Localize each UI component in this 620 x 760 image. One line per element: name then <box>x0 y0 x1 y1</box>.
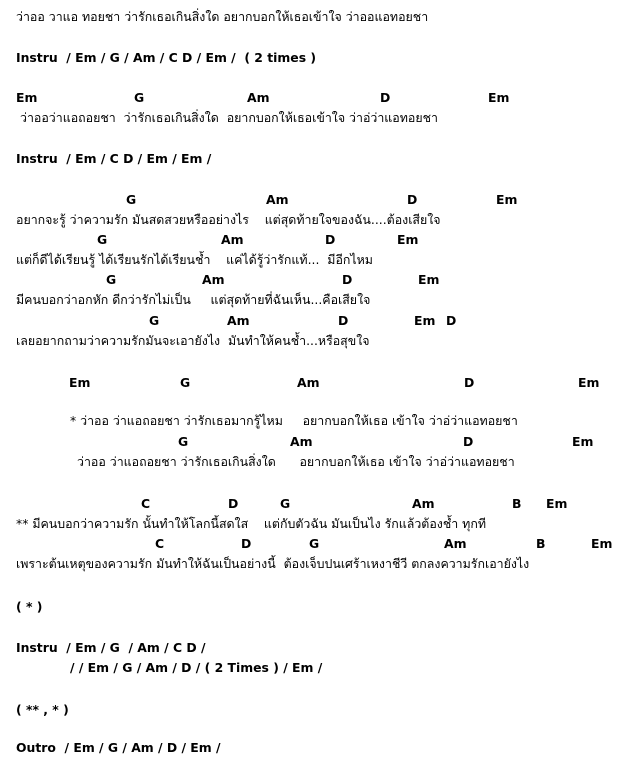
chord-em: Em <box>397 232 419 247</box>
chord-em: Em <box>418 272 440 287</box>
chord-d: D <box>342 272 353 287</box>
instru-line-3b: / / Em / G / Am / D / ( 2 Times ) / Em / <box>70 660 323 675</box>
verse2-lyric-line-2: แต่ก็ดีได้เรียนรู้ ได้เรียนรักได้เรียนช้ำ แค่ได้รู้ว่ารักแท้... มีอีกไหม <box>16 252 373 267</box>
chord-d: D <box>407 192 418 207</box>
chord-g: G <box>178 434 189 449</box>
bridge-lyric-line-2: เพราะต้นเหตุของความรัก มันทำให้ฉันเป็นอย่างนี้ ต้องเจ็บปนเศร้าเหงาชีวี ตกลงความรักเอายังไง <box>16 556 530 571</box>
chord-g: G <box>309 536 320 551</box>
chord-am: Am <box>221 232 244 247</box>
chord-em: Em <box>578 375 600 390</box>
chord-em: Em <box>496 192 518 207</box>
chord-d: D <box>228 496 239 511</box>
chord-d: D <box>325 232 336 247</box>
verse2-lyric-line-1: อยากจะรู้ ว่าความรัก มันสดสวยหรืออย่างไร แต่สุดท้ายใจของฉัน....ต้องเสียใจ <box>16 212 441 227</box>
outro-line: Outro / Em / G / Am / D / Em / <box>16 740 221 755</box>
intro-lyric-line: ว่าออ วาแอ ทอยชา ว่ารักเธอเกินสิ่งใด อยากบอกให้เธอเข้าใจ ว่าออแอทอยชา <box>16 9 429 24</box>
chord-em: Em <box>572 434 594 449</box>
chord-d: D <box>338 313 349 328</box>
chord-em: Em <box>488 90 510 105</box>
chorus-lyric-line-2: ว่าออ ว่าแอถอยชา ว่ารักเธอเกินสิ่งใด อยากบอกให้เธอ เข้าใจ ว่าอ่ว่าแอทอยชา <box>77 454 515 469</box>
chord-g: G <box>126 192 137 207</box>
repeat-chorus-marker: ( * ) <box>16 599 43 614</box>
chord-am: Am <box>412 496 435 511</box>
chord-em: Em <box>69 375 91 390</box>
chord-em: Em <box>16 90 38 105</box>
chord-am: Am <box>266 192 289 207</box>
chord-g: G <box>97 232 108 247</box>
chord-em: Em <box>591 536 613 551</box>
chord-g: G <box>180 375 191 390</box>
chord-g: G <box>106 272 117 287</box>
repeat-bridge-chorus-marker: ( ** , * ) <box>16 702 69 717</box>
verse1-lyric-line: ว่าออว่าแอถอยชา ว่ารักเธอเกินสิ่งใด อยากบอกให้เธอเข้าใจ ว่าอ่ว่าแอทอยชา <box>20 110 438 125</box>
chord-em: Em <box>414 313 436 328</box>
chord-b: B <box>512 496 522 511</box>
chord-g: G <box>280 496 291 511</box>
chord-d: D <box>241 536 252 551</box>
chord-d: D <box>446 313 457 328</box>
chord-am: Am <box>290 434 313 449</box>
chorus-lyric-line-1: * ว่าออ ว่าแอถอยชา ว่ารักเธอมากรู้ไหม อยากบอกให้เธอ เข้าใจ ว่าอ่ว่าแอทอยชา <box>70 413 518 428</box>
instru-line-1: Instru / Em / G / Am / C D / Em / ( 2 times ) <box>16 50 317 65</box>
instru-line-2: Instru / Em / C D / Em / Em / <box>16 151 212 166</box>
chord-am: Am <box>247 90 270 105</box>
chord-am: Am <box>297 375 320 390</box>
chord-am: Am <box>202 272 225 287</box>
chord-am: Am <box>227 313 250 328</box>
chord-d: D <box>463 434 474 449</box>
instru-line-3a: Instru / Em / G / Am / C D / <box>16 640 206 655</box>
chord-g: G <box>134 90 145 105</box>
chord-d: D <box>380 90 391 105</box>
chord-g: G <box>149 313 160 328</box>
bridge-lyric-line-1: ** มีคนบอกว่าความรัก นั้นทำให้โลกนี้สดใส แต่กับตัวฉัน มันเป็นไง รักแล้วต้องช้ำ ทุกที <box>16 516 486 531</box>
chord-b: B <box>536 536 546 551</box>
verse2-lyric-line-4: เลยอยากถามว่าความรักมันจะเอายังไง มันทำให้คนช้ำ...หรือสุขใจ <box>16 333 370 348</box>
verse2-lyric-line-3: มีคนบอกว่าอกหัก ดีกว่ารักไม่เป็น แต่สุดท้ายที่ฉันเห็น...คือเสียใจ <box>16 292 371 307</box>
chord-am: Am <box>444 536 467 551</box>
chord-em: Em <box>546 496 568 511</box>
chord-d: D <box>464 375 475 390</box>
chord-c: C <box>141 496 151 511</box>
chord-c: C <box>155 536 165 551</box>
